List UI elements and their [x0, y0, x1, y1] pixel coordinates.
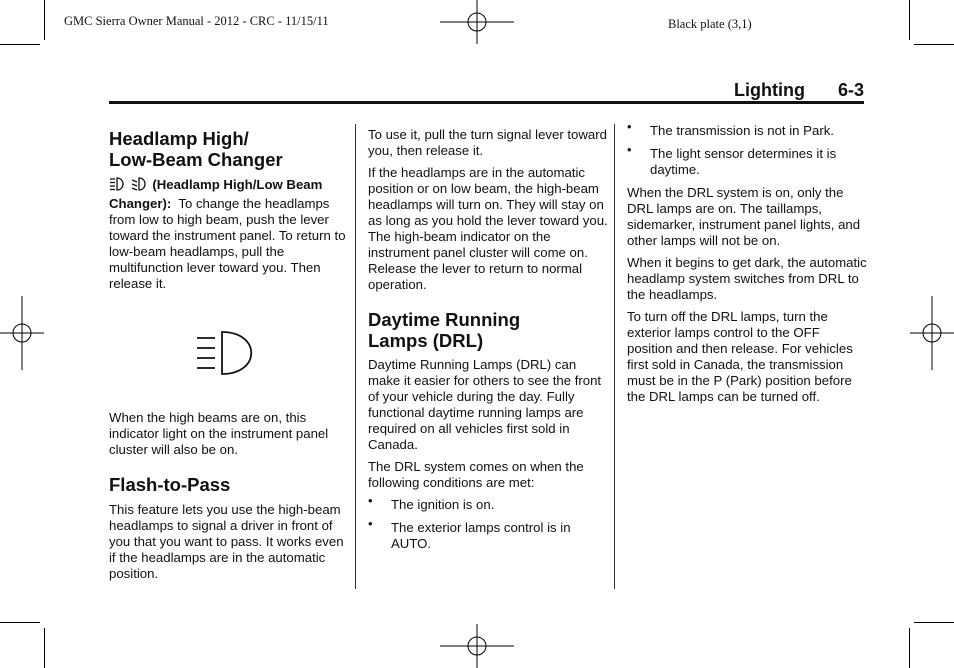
list-item: • The ignition is on.: [368, 493, 495, 512]
heading-drl: Daytime Running Lamps (DRL): [368, 309, 521, 351]
list-item: • The transmission is not in Park.: [627, 119, 834, 138]
paragraph: To turn off the DRL lamps, turn the exterior lamps control to the OFF position and then release. For vehicles first sold in Canada, the transmission must be in the P (Park) position before the DRL lamps can be turned off.: [627, 309, 853, 404]
low-beam-icon: [131, 176, 149, 196]
manual-info: GMC Sierra Owner Manual - 2012 - CRC - 11/15/11: [64, 14, 329, 28]
registration-mark-icon: [910, 296, 954, 370]
paragraph: Daytime Running Lamps (DRL) can make it easier for others to see the front of your vehicle during the day. Fully functional daytime running lamps are required on all vehicles first sold in Canada.: [368, 357, 602, 452]
paragraph: To use it, pull the turn signal lever toward you, then release it.: [368, 127, 607, 158]
crop-mark: [44, 628, 45, 668]
header-rule: [109, 101, 864, 104]
paragraph: The DRL system comes on when the following conditions are met:: [368, 459, 584, 490]
crop-mark: [914, 622, 954, 623]
list-item: • The exterior lamps control is in AUTO.: [368, 516, 571, 551]
crop-mark: [44, 0, 45, 40]
list-item: • The light sensor determines it is daytime.: [627, 142, 837, 177]
page-number: 6-3: [838, 80, 865, 100]
registration-mark-icon: [440, 624, 514, 668]
registration-mark-icon: [440, 0, 514, 44]
paragraph: If the headlamps are in the automatic position or on low beam, the high-beam headlamps will turn on. They will stay on as long as you hold the lever toward you. The high-beam indicator on the instrument panel cluster will come on. Release the lever to return to normal operation.: [368, 165, 608, 292]
column-divider: [614, 124, 615, 589]
column-3: [627, 119, 867, 411]
crop-mark: [909, 628, 910, 668]
heading-flash-to-pass: Flash-to-Pass: [109, 474, 231, 495]
crop-mark: [914, 44, 954, 45]
heading-headlamp-changer: Headlamp High/ Low-Beam Changer: [109, 128, 283, 170]
indicator-paragraph: When the high beams are on, this indicator light on the instrument panel cluster will also be on.: [109, 410, 329, 457]
crop-mark: [0, 622, 40, 623]
registration-mark-icon: [0, 296, 44, 370]
paragraph: When the DRL system is on, only the DRL lamps are on. The taillamps, sidemarker, instrument panel lights, and other lamps will not be on.: [627, 185, 861, 248]
column-2: [368, 127, 608, 559]
high-beam-icon: [109, 176, 127, 196]
crop-mark: [0, 44, 40, 45]
intro-paragraph: (Headlamp High/Low Beam Changer): To change the headlamps from low to high beam, push the lever toward the instrument panel. To return to low-beam headlamps, pull the multifunction lever toward you. Then release it.: [109, 177, 346, 291]
column-1: [109, 128, 349, 588]
high-beam-indicator-icon: [197, 330, 349, 380]
section-title: Lighting: [734, 80, 805, 100]
plate-info: Black plate (3,1): [668, 17, 752, 31]
flash-paragraph: This feature lets you use the high-beam headlamps to signal a driver in front of you that you want to pass. It works even if the headlamps are in the automatic position.: [109, 502, 344, 581]
paragraph: When it begins to get dark, the automatic headlamp system switches from DRL to the headlamps.: [627, 255, 867, 302]
crop-mark: [909, 0, 910, 40]
column-divider: [355, 124, 356, 589]
